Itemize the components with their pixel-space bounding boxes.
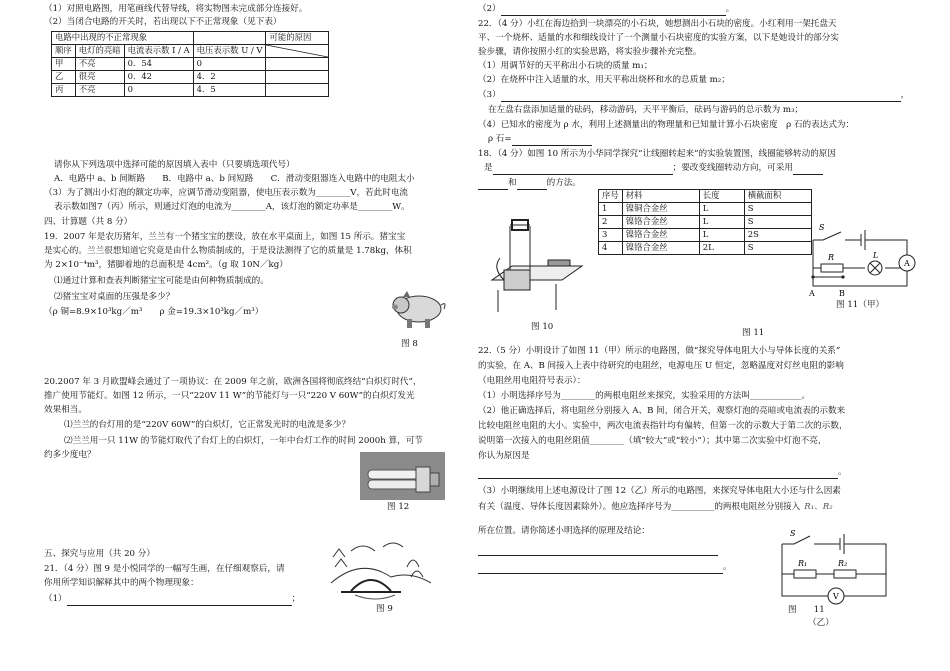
q22a-step4b: ρ 石=: [488, 134, 592, 146]
reason-cell[interactable]: [266, 71, 329, 84]
q21-answer2-blank[interactable]: [501, 6, 726, 16]
q19-line3: 为 2×10⁻⁴m³，猪脚着地的总面积是 4cm²。（g 取 10N／kg）: [44, 260, 288, 270]
q22a-line1: 22．（4 分）小红在海边拾到一块漂亮的小石块，她想测出小石块的密度。小红利用一架托盘天: [478, 19, 837, 29]
q20-sub2a: ⑵兰兰用一只 11W 的节能灯取代了台灯上的白炽灯，一年中台灯工作的时间 2000h 算，可节: [64, 436, 423, 446]
q22a-step1: （1）用调节好的天平称出小石块的质量 m₁；: [478, 61, 653, 71]
q18-line3: 和 的方法。: [478, 178, 581, 190]
q19-line1: 19．2007 年是农历猪年，兰兰有一个猪宝宝的摆设，放在水平桌面上，如图 15 所示。猪宝宝: [44, 232, 406, 242]
q22a-step3b: 在左盘右盘添加适量的砝码，移动游码，天平平衡后，砝码与游码的总示数为 m₃；: [488, 105, 804, 115]
q21-answer2: （2） 。: [478, 4, 735, 14]
q22b-sub3c: 所在位置。请你简述小明选择的原理及结论：: [478, 526, 650, 536]
wire-table: 序号 材料 长度 横截面积 1 镍铜合金丝 L S 2 镍铬合金丝 L S 3 镍铬合金丝 L 2S 4 镍铬合金丝 2L S: [598, 189, 812, 255]
q18-reason-blank[interactable]: [493, 165, 673, 175]
label-s2: S: [790, 530, 796, 538]
table-row: 3 镍铬合金丝 L 2S: [599, 229, 812, 242]
coil-apparatus-figure: [490, 200, 590, 320]
q22a-step2: （2）在烧杯中注入适量的水，用天平称出烧杯和水的总质量 m₂；: [478, 75, 730, 85]
label-l: L: [873, 251, 879, 260]
fig11a-caption: 图 11（甲）: [836, 300, 885, 310]
q22b-line1: 22.（5 分）小明设计了如图 11（甲）所示的电路图，做“探究导体电阻大小与导体长度的关系”: [478, 346, 841, 356]
q22b-blank-line1: [478, 544, 718, 556]
q20-line1: 20.2007 年 3 月欧盟峰会通过了一项协议：在 2009 年之前，欧洲各国将彻底终结“白炽灯时代”，: [44, 377, 422, 387]
table-header-reason: 可能的原因: [266, 32, 329, 45]
q20-line2: 推广使用节能灯。如图 12 所示，一只“220V 11 W”的节能灯与一只“220 V 60W”的白炽灯发光: [44, 391, 415, 401]
options-text: A．电路中 a、b 间断路 B．电路中 a、b 间短路 C．滑动变阻器连入电路中的电阻太小: [54, 174, 415, 184]
q3-line1: （3）为了测出小灯泡的额定功率，应调节滑动变阻器，使电压表示数为________V，若此时电流: [44, 188, 409, 198]
q22a-step3: （3） ，: [478, 90, 910, 100]
section-5-title: 五、探究与应用（共 20 分）: [44, 549, 155, 559]
q20-sub2b: 约多少度电？: [44, 450, 96, 460]
fig11-caption: 图 11: [742, 328, 765, 338]
q22b-r1r2: R₁、R₂: [804, 502, 833, 512]
q22b-sub1: （1）小明选择序号为________的两根电阻丝来探究，实验采用的方法叫____________。: [478, 391, 811, 401]
label-a: A: [809, 289, 815, 298]
table-row: 丙 不亮 0 4．5: [52, 84, 329, 97]
fig9-caption: 图 9: [376, 604, 393, 614]
q18-line2: 是 ；要改变线圈转动方向，可采用: [484, 163, 823, 175]
q2-text: （2）当闭合电路的开关时，若出现以下不正常现象（见下表）: [44, 17, 282, 27]
table-diagonal-cell: [266, 45, 329, 58]
fig10-caption: 图 10: [531, 322, 554, 332]
q21-answer1-blank[interactable]: [67, 596, 292, 606]
voltmeter-label: V: [833, 592, 839, 601]
q22b-sub2c: 说明第一次接入的电阻丝阻值________（填“较大”或“较小”）；其中第二次实验中灯泡不亮，: [478, 436, 827, 446]
q19-sub1: ⑴通过计算和查表判断猪宝宝可能是由何种物质制成的。: [54, 276, 269, 286]
fig11b-caption: 图 11: [788, 605, 825, 615]
q22b-principle-blank1[interactable]: [478, 546, 718, 556]
label-s: S: [819, 223, 825, 232]
q22a-line3: 验步骤，请你按照小红的实验思路，将实验步骤补充完整。: [478, 47, 702, 57]
ammeter-label: A: [904, 259, 910, 268]
reason-cell[interactable]: [266, 58, 329, 71]
table-row: 2 镍铬合金丝 L S: [599, 216, 812, 229]
q1-text: （1）对照电路图，用笔画线代替导线，将实物图未完成部分连接好。: [44, 4, 308, 14]
q22b-sub2d: 你认为原因是: [478, 451, 530, 461]
label-r1: R₁: [798, 559, 808, 568]
q22a-formula-blank[interactable]: [512, 136, 592, 146]
table-col-order: 顺序: [52, 45, 76, 58]
q22b-sub2a: （2）他正确选择后，将电阻丝分别接入 A、B 间，闭合开关，观察灯泡的亮暗或电流表的示数来: [478, 406, 846, 416]
q21-answer1: （1） ；: [44, 594, 301, 604]
pig-figure: [389, 287, 449, 332]
q19-density: （ρ 铜=8.9×10³kg／m³ ρ 金=19.3×10³kg／m³）: [44, 307, 264, 317]
q20-sub1: ⑴兰兰的台灯用的是“220V 60W”的白炽灯，它正常发光时的电流是多少？: [64, 420, 351, 430]
table-col-current: 电流表示数 I / A: [124, 45, 193, 58]
table-header-phenomena: 电路中出现的不正常现象: [52, 32, 194, 45]
q21-line1: 21．（4 分）图 9 是小悦同学的一幅写生画，在仔细观察后，请: [44, 564, 285, 574]
energy-lamp-figure: [360, 452, 445, 500]
q22b-blank-line2: 。: [478, 562, 732, 574]
q22b-sub3b: 有关（温度、导体长度因素除外）。他应选择序号为__________的两根电阻丝分别接入 R₁、R₂: [478, 502, 833, 512]
label-b: B: [839, 289, 845, 298]
q22b-sub2-answer: 。: [478, 467, 847, 479]
q3-line2: 表示数如图7（丙）所示，则通过灯泡的电流为________A，该灯泡的额定功率是________W。: [54, 202, 410, 212]
q19-line2: 是实心的。兰兰很想知道它究竟是由什么物质制成的，于是设法测得了它的质量是 1.78kg，体积: [44, 246, 412, 256]
q22b-sub2b: 比较电阻丝电阻的大小。实验中，两次电流表指针均有偏转，但第一次的示数大于第二次的示数，: [478, 421, 848, 431]
q22b-sub3a: （3）小明继续用上述电源设计了图 12（乙）所示的电路图，来探究导体电阻大小还与什么因素: [478, 486, 841, 496]
q21-line2: 你用所学知识解释其中的两个物理现象：: [44, 578, 199, 588]
q20-line3: 效果相当。: [44, 405, 87, 415]
circuit-a-figure: [803, 220, 918, 300]
q22b-reason-blank[interactable]: [478, 469, 838, 479]
sketch-figure: [331, 537, 431, 601]
section-4-title: 四、计算题（共 8 分）: [44, 217, 133, 227]
q22a-step4: （4）已知水的密度为 ρ 水，利用上述测量出的物理量和已知量计算小石块密度 ρ 石的表达式为：: [478, 120, 855, 130]
table-row: 甲 不亮 0．54 0: [52, 58, 329, 71]
choose-text: 请你从下列选项中选择可能的原因填入表中（只要填选项代号）: [54, 160, 295, 170]
q18-method-blank-b[interactable]: [478, 180, 508, 190]
table-row: 4 镍铬合金丝 2L S: [599, 242, 812, 255]
fig8-caption: 图 8: [401, 339, 418, 349]
q22b-line3: （电阻丝用电阻符号表示）：: [478, 376, 586, 386]
table-row: 乙 很亮 0．42 4．2: [52, 71, 329, 84]
label-r2: R₂: [838, 559, 848, 568]
q18-method-blank-a[interactable]: [793, 165, 823, 175]
fig11b-subcaption: （乙）: [808, 618, 834, 628]
q19-sub2: ⑵猪宝宝对桌面的压强是多少？: [54, 292, 175, 302]
table-col-lamp: 电灯的亮暗: [75, 45, 124, 58]
q22a-line2: 平、一个烧杯、适量的水和细线设计了一个测量小石块密度的实验方案，以下是她设计的部分实: [478, 33, 839, 43]
fig12-caption: 图 12: [387, 502, 410, 512]
circuit-b-figure: [778, 530, 890, 610]
q22a-step3-blank[interactable]: [501, 92, 901, 102]
q22b-principle-blank2[interactable]: [478, 564, 723, 574]
q22b-line2: 的实验，在 A、B 间接入上表中待研究的电阻丝，电源电压 U 恒定，忽略温度对灯丝电阻的影响: [478, 361, 844, 371]
reason-cell[interactable]: [266, 84, 329, 97]
q18-line1: 18．（4 分）如图 10 所示为小华同学探究“让线圈转起来”的实验装置图，线圈能够转动的原因: [478, 149, 836, 159]
table-row: 1 镍铜合金丝 L S: [599, 203, 812, 216]
fault-table: [51, 31, 329, 97]
label-r: R: [828, 253, 835, 262]
table-col-voltage: 电压表示数 U / V: [193, 45, 266, 58]
q18-method-blank-c[interactable]: [517, 180, 547, 190]
